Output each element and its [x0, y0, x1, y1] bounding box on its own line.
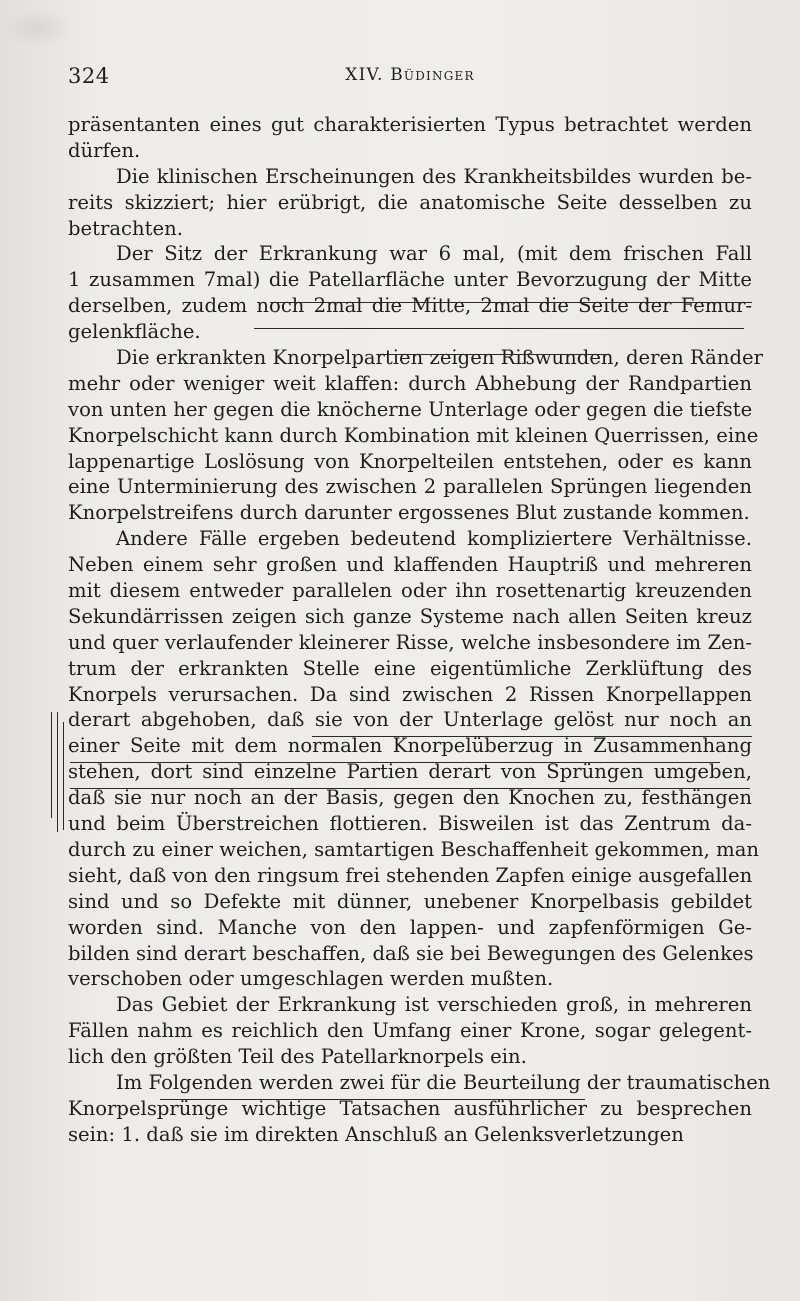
text-line: sind und so Defekte mit dünner, unebener Knorpelbasis gebildet	[68, 889, 752, 913]
text-line: Die erkrankten Knorpelpartien zeigen Rißwunden, deren Ränder	[116, 346, 763, 370]
text-line: eine Unterminierung des zwischen 2 parallelen Sprüngen liegenden	[68, 475, 752, 499]
text-line: Knorpelsprünge wichtige Tatsachen ausführlicher zu besprechen	[68, 1096, 752, 1120]
margin-bar	[63, 722, 64, 830]
text-line: bilden sind derart beschaffen, daß sie bei Bewegungen des Gelenkes	[68, 941, 754, 965]
text-line: und beim Überstreichen flottieren. Bisweilen ist das Zentrum da-	[68, 812, 752, 836]
text-line: daß sie nur noch an der Basis, gegen den Knochen zu, festhängen	[68, 786, 752, 810]
page-header	[68, 58, 752, 92]
text-line: lappenartige Loslösung von Knorpelteilen entstehen, oder es kann	[68, 449, 752, 473]
text-line: stehen, dort sind einzelne Partien derart von Sprüngen umgeben,	[68, 760, 752, 784]
text-line: Knorpels verursachen. Da sind zwischen 2 Rissen Knorpellappen	[68, 682, 752, 706]
text-line: mehr oder weniger weit klaffen: durch Abhebung der Randpartien	[68, 371, 752, 395]
text-line: Neben einem sehr großen und klaffenden Hauptriß und mehreren	[68, 553, 752, 577]
text-line: präsentanten eines gut charakterisierten Typus betrachtet werden	[68, 113, 752, 136]
handwritten-underline	[70, 788, 750, 789]
text-line: reits skizziert; hier erübrigt, die anatomische Seite desselben zu	[68, 190, 752, 214]
text-line: sein: 1. daß sie im direkten Anschluß an Gelenksverletzungen	[68, 1122, 684, 1146]
text-line: lich den größten Teil des Patellarknorpels ein.	[68, 1045, 527, 1069]
text-line: betrachten.	[68, 216, 183, 240]
handwritten-underline	[312, 736, 752, 737]
text-line: Die klinischen Erscheinungen des Krankheitsbildes wurden be-	[116, 164, 752, 188]
text-line: 1 zusammen 7mal) die Patellarfläche unter Bevorzugung der Mitte	[68, 268, 752, 292]
text-line: Knorpelschicht kann durch Kombination mit kleinen Querrissen, eine	[68, 423, 759, 447]
text-line: Knorpelstreifens durch darunter ergossenes Blut zustande kommen.	[68, 501, 750, 525]
text-line: durch zu einer weichen, samtartigen Beschaffenheit gekommen, man	[68, 837, 760, 861]
text-line: dürfen.	[68, 138, 141, 162]
page-number: 324	[68, 64, 110, 88]
handwritten-underline	[70, 762, 720, 763]
handwritten-underline	[270, 302, 752, 303]
text-line: Das Gebiet der Erkrankung ist verschieden groß, in mehreren	[116, 993, 752, 1017]
handwritten-underline	[160, 1099, 585, 1100]
text-line: derselben, zudem noch 2mal die Mitte, 2mal die Seite der Femur-	[68, 294, 752, 318]
text-line: trum der erkrankten Stelle eine eigentümliche Zerklüftung des	[68, 656, 752, 680]
text-line: und quer verlaufender kleinerer Risse, welche insbesondere im Zen-	[68, 630, 752, 654]
text-line: sieht, daß von den ringsum frei stehenden Zapfen einige ausgefallen	[68, 863, 753, 887]
text-line: Sekundärrissen zeigen sich ganze Systeme nach allen Seiten kreuz	[68, 604, 752, 628]
text-line: derart abgehoben, daß sie von der Unterlage gelöst nur noch an	[68, 708, 752, 732]
handwritten-underline	[254, 328, 744, 329]
text-line: worden sind. Manche von den lappen- und zapfenförmigen Ge-	[68, 915, 752, 939]
text-line: Fällen nahm es reichlich den Umfang einer Krone, sogar gelegent-	[68, 1019, 752, 1043]
text-line: Der Sitz der Erkrankung war 6 mal, (mit dem frischen Fall	[116, 242, 752, 266]
body-text	[68, 112, 771, 1148]
text-line: Im Folgenden werden zwei für die Beurteilung der traumatischen	[116, 1070, 771, 1094]
text-line: gelenkfläche.	[68, 320, 201, 344]
text-line: einer Seite mit dem normalen Knorpelüberzug in Zusammenhang	[68, 734, 752, 758]
text-line: von unten her gegen die knöcherne Unterlage oder gegen die tiefste	[68, 397, 753, 421]
paper-stain	[4, 8, 74, 48]
running-title: XIV. Büdinger	[345, 65, 475, 85]
text-line: verschoben oder umgeschlagen werden mußten.	[68, 967, 554, 991]
margin-bar	[51, 712, 52, 818]
text-line: mit diesem entweder parallelen oder ihn rosettenartig kreuzenden	[68, 579, 752, 603]
handwritten-underline	[380, 354, 610, 355]
margin-bar	[57, 712, 58, 832]
text-line: Andere Fälle ergeben bedeutend kompliziertere Verhältnisse.	[116, 527, 752, 551]
